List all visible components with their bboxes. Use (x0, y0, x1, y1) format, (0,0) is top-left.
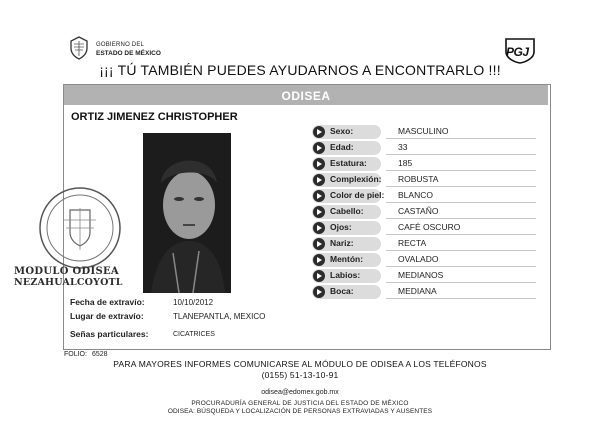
email-address: odisea@edomex.gob.mx (261, 389, 339, 396)
attribute-row (312, 173, 534, 187)
institution-name: PROCURADURÍA GENERAL DE JUSTICIA DEL ESTADO DE MÉXICO (191, 400, 409, 407)
attribute-value: BLANCO (398, 190, 433, 200)
attribute-label: Color de piel: (330, 190, 385, 200)
attribute-value: MEDIANOS (398, 270, 444, 280)
attribute-value: 185 (398, 158, 413, 168)
attribute-value: RECTA (398, 238, 427, 248)
person-name: ORTIZ JIMENEZ CHRISTOPHER (71, 111, 238, 123)
attribute-value: CASTAÑO (398, 206, 439, 216)
arrow-right-icon (313, 126, 325, 138)
gov-line-2: ESTADO DE MÉXICO (96, 50, 161, 57)
attribute-value: MASCULINO (398, 126, 449, 136)
row-rule (386, 202, 536, 203)
phone-number: (0155) 51-13-10-91 (261, 370, 339, 380)
attribute-label: Edad: (330, 142, 354, 152)
row-rule (386, 170, 536, 171)
attribute-value: 33 (398, 142, 408, 152)
row-rule (386, 298, 536, 299)
pgj-logo-text: PGJ (506, 45, 529, 59)
row-rule (386, 154, 536, 155)
gov-line-1: GOBIERNO DEL (96, 42, 145, 48)
form-title: ODISEA (281, 89, 331, 103)
attribute-label: Labios: (330, 270, 361, 280)
program-name: ODISEA: BÚSQUEDA Y LOCALIZACIÓN DE PERSONAS EXTRAVIADAS Y AUSENTES (167, 408, 433, 415)
attribute-row (312, 125, 534, 139)
arrow-right-icon (313, 174, 325, 186)
arrow-right-icon (313, 142, 325, 154)
attribute-value: CAFÉ OSCURO (398, 222, 461, 232)
senas-value: CICATRICES (173, 331, 215, 338)
attribute-label: Boca: (330, 286, 354, 296)
attribute-row (312, 221, 534, 235)
attribute-value: MEDIANA (398, 286, 437, 296)
attribute-label: Estatura: (330, 158, 367, 168)
person-photo-icon (143, 133, 231, 293)
arrow-right-icon (313, 254, 325, 266)
arrow-right-icon (313, 286, 325, 298)
attribute-label: Sexo: (330, 126, 354, 136)
attribute-label: Complexión: (330, 174, 382, 184)
attribute-row (312, 141, 534, 155)
fecha-label: Fecha de extravío: (70, 297, 145, 307)
attribute-row (312, 205, 534, 219)
attribute-label: Nariz: (330, 238, 354, 248)
arrow-right-icon (313, 270, 325, 282)
arrow-right-icon (313, 222, 325, 234)
stamp-text-line-2: NEZAHUALCOYOTL (14, 277, 123, 288)
state-emblem-icon (68, 36, 90, 60)
arrow-right-icon (313, 238, 325, 250)
arrow-right-icon (313, 158, 325, 170)
lugar-label: Lugar de extravío: (70, 311, 144, 321)
row-rule (386, 138, 536, 139)
row-rule (386, 266, 536, 267)
folio-value: 6528 (92, 351, 108, 358)
stamp-text-line-1: MODULO ODISEA (14, 266, 119, 277)
folio-label: FOLIO: (64, 351, 87, 358)
attribute-row (312, 157, 534, 171)
headline: ¡¡¡ TÚ TAMBIÉN PUEDES AYUDARNOS A ENCONTRARLO !!! (99, 62, 501, 78)
arrow-right-icon (313, 206, 325, 218)
row-rule (386, 250, 536, 251)
row-rule (386, 282, 536, 283)
senas-label: Señas particulares: (70, 329, 149, 339)
attribute-label: Cabello: (330, 206, 364, 216)
row-rule (386, 186, 536, 187)
arrow-right-icon (313, 190, 325, 202)
attribute-row (312, 253, 534, 267)
attribute-row (312, 189, 534, 203)
attribute-row (312, 285, 534, 299)
contact-line: PARA MAYORES INFORMES COMUNICARSE AL MÓDULO DE ODISEA A LOS TELÉFONOS (113, 359, 487, 369)
attribute-value: ROBUSTA (398, 174, 439, 184)
row-rule (386, 218, 536, 219)
row-rule (386, 234, 536, 235)
lugar-value: TLANEPANTLA, MEXICO (173, 312, 266, 321)
attribute-label: Ojos: (330, 222, 352, 232)
attribute-value: OVALADO (398, 254, 439, 264)
attribute-row (312, 237, 534, 251)
attribute-label: Mentón: (330, 254, 364, 264)
attribute-row (312, 269, 534, 283)
fecha-value: 10/10/2012 (173, 298, 214, 307)
